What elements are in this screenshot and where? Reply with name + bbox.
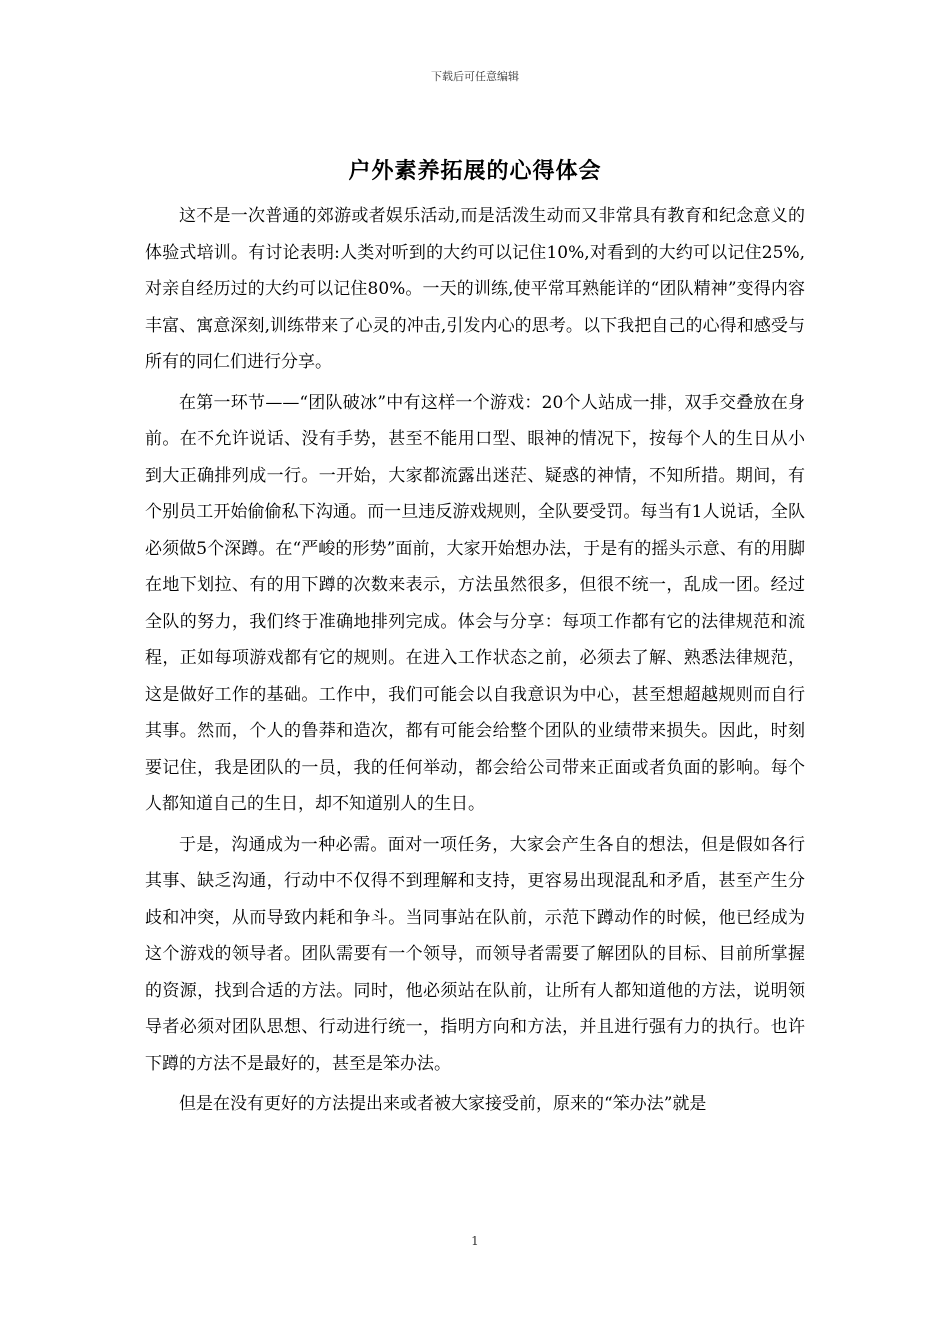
page-number: 1 (471, 1234, 479, 1248)
paragraph-4: 但是在没有更好的方法提出来或者被大家接受前，原来的“笨办法”就是 (179, 1094, 707, 1114)
paragraph-2: 在第一环节——“团队破冰”中有这样一个游戏：20个人站成一排，双手交叠放在身前。在不允许说话、没有手势，甚至不能用口型、眼神的情况下，按每个人的生日从小到大正确排列成一行。一开始，大家都流露出迷茫、疑惑的神情，不知所措。期间，有个别员工开始偷偷私下沟通。而一旦违反游戏规则，全队要受罚。每当有1人说话，全队必须做5个深蹲。在“严峻的形势”面前，大家开始想办法，于是有的摇头示意、有的用脚在地下划拉、有的用下蹲的次数来表示，方法虽然很多，但很不统一，乱成一团。经过全队的努力，我们终于准确地排列完成。体会与分享：每项工作都有它的法律规范和流程，正如每项游戏都有它的规则。在进入工作状态之前，必须去了解、熟悉法律规范，这是做好工作的基础。工作中，我们可能会以自我意识为中心，甚至想超越规则而自行其事。然而，个人的鲁莽和造次，都有可能会给整个团队的业绩带来损失。因此，时刻要记住，我是团队的一员，我的任何举动，都会给公司带来正面或者负面的影响。每个人都知道自己的生日，却不知道别人的生日。 (145, 392, 805, 814)
document-title: 户外素养拓展的心得体会 (348, 159, 602, 184)
paragraph-1: 这不是一次普通的郊游或者娱乐活动,而是活泼生动而又非常具有教育和纪念意义的体验式培训。有讨论表明:人类对听到的大约可以记住10%,对看到的大约可以记住25%,对亲自经历过的大约可以记住80%。一天的训练,使平常耳熟能详的“团队精神”变得内容丰富、寓意深刻,训练带来了心灵的冲击,引发内心的思考。以下我把自己的心得和感受与所有的同仁们进行分享。 (145, 206, 805, 372)
document-body (145, 198, 805, 1127)
paragraph-3: 于是，沟通成为一种必需。面对一项任务，大家会产生各自的想法，但是假如各行其事、缺乏沟通，行动中不仅得不到理解和支持，更容易出现混乱和矛盾，甚至产生分歧和冲突，从而导致内耗和争斗。当同事站在队前，示范下蹲动作的时候，他已经成为这个游戏的领导者。团队需要有一个领导，而领导者需要了解团队的目标、目前所掌握的资源，找到合适的方法。同时，他必须站在队前，让所有人都知道他的方法，说明领导者必须对团队思想、行动进行统一，指明方向和方法，并且进行强有力的执行。也许下蹲的方法不是最好的，甚至是笨办法。 (145, 834, 805, 1074)
page-header-note: 下载后可任意编辑 (431, 70, 519, 83)
